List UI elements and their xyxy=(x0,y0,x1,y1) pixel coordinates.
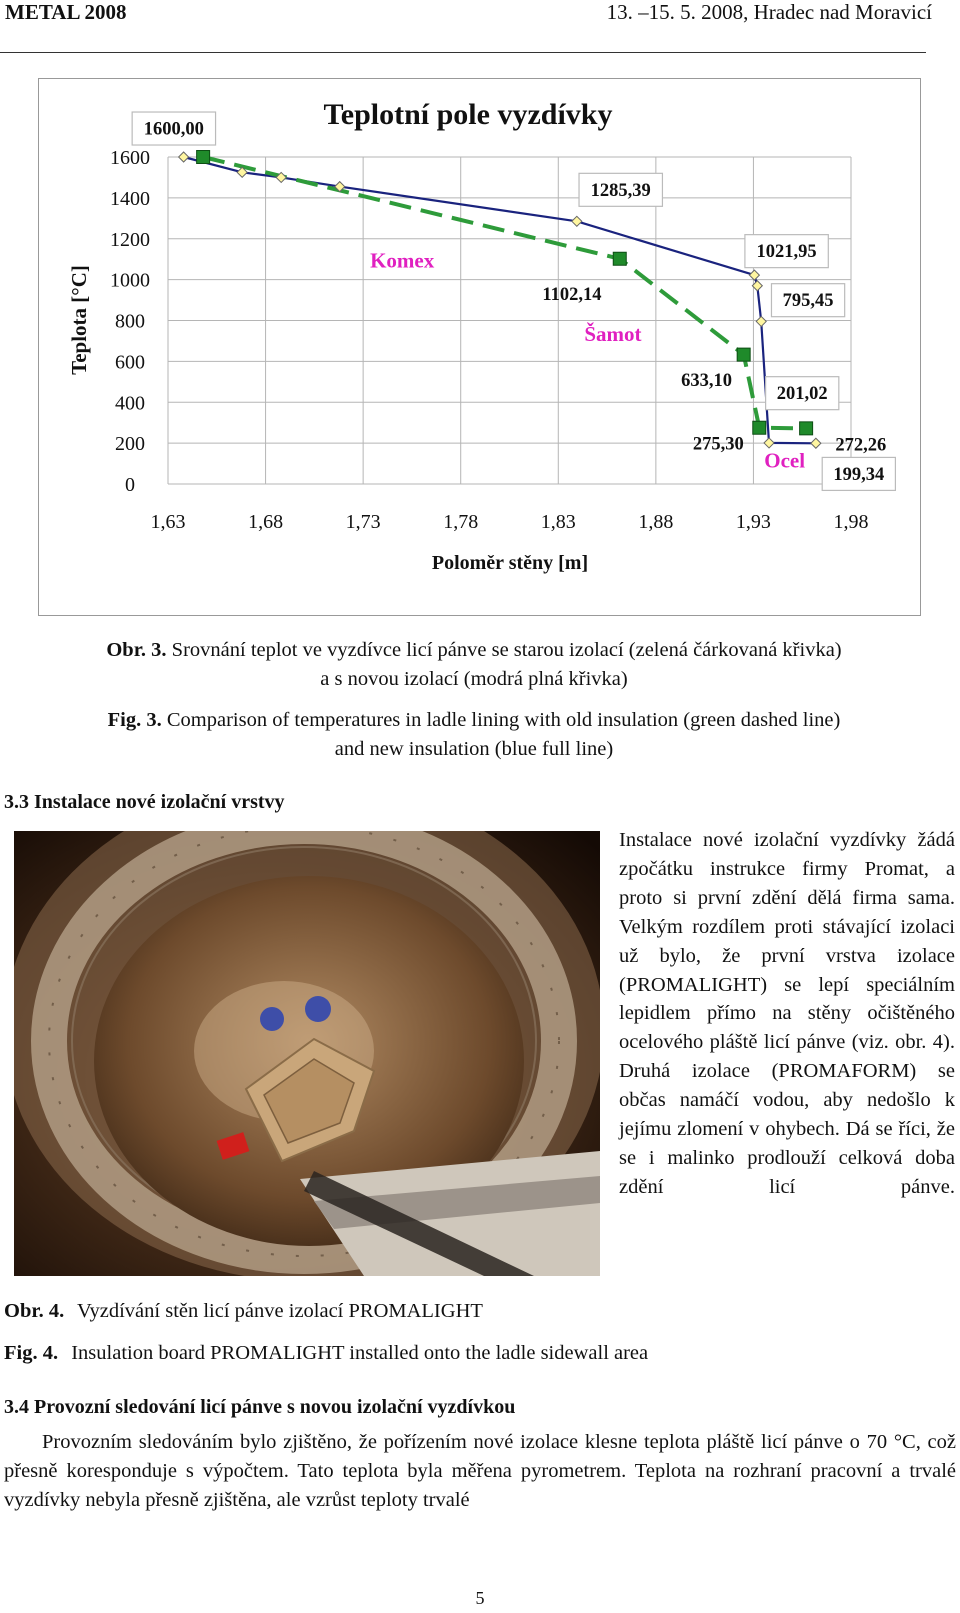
section-3-4-paragraph: Provozním sledováním bylo zjištěno, že pořízením nové izolace klesne teplota pláště licí pánve o 70 °C, což přesně koresponduje s výpočtem. Tato teplota byla měřena pyrometrem. Teplota na rozhraní pracovní a trvalé vyzdívky nebyla přesně zjištěna, ale vzrůst teploty trvalé xyxy=(4,1431,956,1511)
x-tick-label: 1,83 xyxy=(540,511,576,533)
figure3-label-cz: Obr. 3. xyxy=(106,639,167,661)
figure4-caption-cz xyxy=(4,1300,483,1323)
data-label: 795,45 xyxy=(782,291,834,312)
data-label: 1021,95 xyxy=(756,242,817,263)
data-point-new xyxy=(756,316,766,326)
figure4-caption-en xyxy=(4,1342,648,1365)
region-label: Komex xyxy=(370,248,435,273)
series-line-new xyxy=(184,157,816,443)
data-point-new xyxy=(749,270,759,280)
data-label: 1600,00 xyxy=(143,119,204,140)
section-3-3-text: Instalace nové izolační vyzdívky žádá zpočátku instrukce firmy Promat, a proto si první zdění dělá firma sama. Velkým rozdílem proti stávající izolaci už bylo, že první vrstva izolace (PROMALIGHT) se lepí speciálním lepidlem přímo na stěny očištěného ocelového pláště licí pánve (viz. obr. 4). Druhá izolace (PROMAFORM) se občas namáčí vodou, aby nedošlo k jejímu zlomení v ohybech. Dá se říci, že se i malinko prodlouží celková doba zdění licí pánve. xyxy=(619,829,955,1198)
figure3-text-cz-2: a s novou izolací (modrá plná křivka) xyxy=(320,668,628,690)
section-3-3-paragraph xyxy=(619,826,955,1202)
data-label: 272,26 xyxy=(835,435,887,456)
data-label: 275,30 xyxy=(692,434,744,455)
page-number: 5 xyxy=(475,1588,485,1608)
y-tick-label: 200 xyxy=(115,433,145,456)
figure4-text-en: Insulation board PROMALIGHT installed onto the ladle sidewall area xyxy=(71,1342,649,1364)
y-tick-label: 0 xyxy=(125,474,135,496)
y-tick-label: 1200 xyxy=(110,228,150,251)
header-date-place: 13. –15. 5. 2008, Hradec nad Moravicí xyxy=(606,0,932,24)
data-point-old xyxy=(737,348,750,361)
x-axis-label: Poloměr stěny [m] xyxy=(431,552,589,574)
temperature-chart xyxy=(38,78,921,616)
data-point-new xyxy=(764,438,774,448)
y-axis-label: Teplota [°C] xyxy=(67,265,91,375)
region-label: Šamot xyxy=(584,321,642,346)
figure3-caption-cz xyxy=(24,636,924,694)
header-conference: METAL 2008 xyxy=(5,0,127,24)
figure4-text-cz: Vyzdívání stěn licí pánve izolací PROMALIGHT xyxy=(76,1300,483,1322)
x-tick-label: 1,93 xyxy=(735,511,771,533)
region-label: Ocel xyxy=(764,448,806,473)
figure3-text-en-2: and new insulation (blue full line) xyxy=(334,738,614,760)
header-rule xyxy=(0,52,926,53)
x-tick-label: 1,98 xyxy=(833,511,869,533)
x-tick-label: 1,63 xyxy=(150,511,186,533)
data-point-old xyxy=(613,252,626,265)
x-tick-label: 1,68 xyxy=(248,511,284,533)
data-point-new xyxy=(811,438,821,448)
section-3-4-heading: 3.4 Provozní sledování licí pánve s novou izolační vyzdívkou xyxy=(4,1396,516,1418)
figure3-label-en: Fig. 3. xyxy=(107,709,162,731)
figure3-text-cz-1: Srovnání teplot ve vyzdívce licí pánve se starou izolací (zelená čárkovaná křivka) xyxy=(171,639,842,661)
y-tick-label: 1400 xyxy=(110,187,150,210)
figure4-label-en: Fig. 4. xyxy=(4,1342,59,1364)
y-tick-label: 1000 xyxy=(110,269,150,292)
data-point-old xyxy=(197,151,210,164)
chart-title: Teplotní pole vyzdívky xyxy=(323,98,613,131)
figure3-text-en-1: Comparison of temperatures in ladle lining with old insulation (green dashed line) xyxy=(166,709,841,731)
data-point-old xyxy=(800,422,813,435)
data-label: 1102,14 xyxy=(542,285,602,306)
y-tick-label: 800 xyxy=(115,310,145,333)
data-label: 1285,39 xyxy=(590,180,651,201)
figure3-caption-en xyxy=(24,706,924,764)
y-tick-label: 600 xyxy=(115,351,145,374)
data-label: 201,02 xyxy=(776,384,828,405)
x-tick-label: 1,73 xyxy=(345,511,381,533)
data-point-new xyxy=(572,216,582,226)
y-tick-label: 400 xyxy=(115,392,145,415)
data-point-new xyxy=(179,152,189,162)
x-tick-label: 1,88 xyxy=(638,511,674,533)
ladle-photo xyxy=(14,831,600,1276)
section-3-3-heading: 3.3 Instalace nové izolační vrstvy xyxy=(4,791,285,813)
data-label: 199,34 xyxy=(833,464,885,485)
data-point-old xyxy=(753,421,766,434)
figure4-label-cz: Obr. 4. xyxy=(4,1300,65,1322)
y-tick-label: 1600 xyxy=(110,147,150,169)
x-tick-label: 1,78 xyxy=(443,511,479,533)
data-label: 633,10 xyxy=(681,370,733,391)
